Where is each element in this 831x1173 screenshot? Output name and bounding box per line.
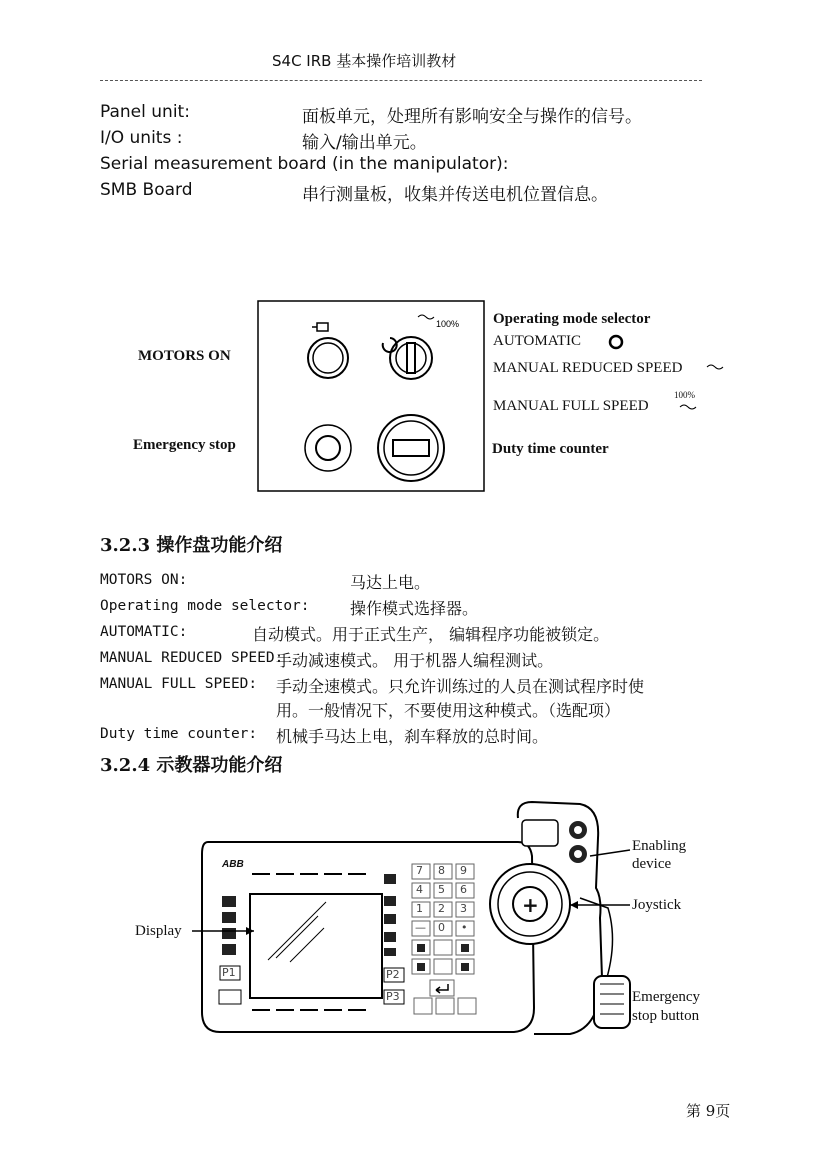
key-p2: P2 xyxy=(386,968,400,981)
key-1: 1 xyxy=(416,902,423,915)
label-manual-reduced: MANUAL REDUCED SPEED xyxy=(493,360,683,376)
row-desc-mode-selector: 操作模式选择器。 xyxy=(350,599,479,618)
enabling-area xyxy=(522,820,558,846)
key-2: 2 xyxy=(438,902,445,915)
full-speed-icon xyxy=(680,405,696,409)
panel-frame xyxy=(258,301,484,491)
enabling-arrow xyxy=(590,850,630,856)
key-minus: — xyxy=(415,921,426,934)
pendant-emergency-stop xyxy=(594,976,630,1028)
row-desc-manual-full-cont: 用。一般情况下，不要使用这种模式。（选配项） xyxy=(276,701,621,720)
page-number: 第 9页 xyxy=(686,1102,731,1120)
reduced-speed-icon xyxy=(707,365,723,369)
pendant-logo: ABB xyxy=(222,859,244,870)
automatic-icon xyxy=(610,336,622,348)
key-6: 6 xyxy=(460,883,467,896)
joystick-plus-icon: + xyxy=(522,893,539,917)
header-divider xyxy=(100,80,702,81)
section-heading-324: 3.2.4 示教器功能介绍 xyxy=(100,755,283,776)
label-display: Display xyxy=(135,923,182,939)
mode-selector-switch xyxy=(383,315,459,379)
row-term-mode-selector: Operating mode selector: xyxy=(100,598,310,614)
unit-term-panel: Panel unit: xyxy=(100,102,190,122)
key-3: 3 xyxy=(460,902,467,915)
unit-desc-smb: 串行测量板，收集并传送电机位置信息。 xyxy=(302,185,608,205)
key-4: 4 xyxy=(416,883,423,896)
panel-figure xyxy=(100,295,760,495)
label-mode-selector: Operating mode selector xyxy=(493,311,651,327)
key-p1: P1 xyxy=(222,966,236,979)
label-device: device xyxy=(632,856,672,872)
duty-counter-dial xyxy=(378,415,444,481)
label-duty-counter: Duty time counter xyxy=(492,441,609,457)
label-emergency-stop: Emergency stop xyxy=(133,437,236,453)
row-desc-manual-reduced: 手动减速模式。 用于机器人编程测试。 xyxy=(276,651,554,670)
key-8: 8 xyxy=(438,864,445,877)
key-7: 7 xyxy=(416,864,423,877)
row-desc-manual-full: 手动全速模式。只允许训练过的人员在测试程序时使 xyxy=(276,677,645,696)
page-header-title: S4C IRB 基本操作培训教材 xyxy=(272,52,457,70)
display-screen xyxy=(250,894,382,998)
label-emergency: Emergency xyxy=(632,989,701,1005)
row-term-manual-reduced: MANUAL REDUCED SPEED: xyxy=(100,650,284,666)
motors-on-button xyxy=(308,323,348,378)
section-heading-323: 3.2.3 操作盘功能介绍 xyxy=(100,535,283,556)
row-desc-motors-on: 马达上电。 xyxy=(350,573,431,592)
left-bracket-key xyxy=(219,990,241,1004)
key-dot: • xyxy=(461,921,468,934)
row-term-manual-full: MANUAL FULL SPEED: xyxy=(100,676,258,692)
label-joystick: Joystick xyxy=(632,897,682,913)
emergency-stop-button xyxy=(305,425,351,471)
label-enabling: Enabling xyxy=(632,838,687,854)
svg-text:100%: 100% xyxy=(436,319,460,329)
label-automatic: AUTOMATIC xyxy=(493,333,582,349)
row-term-duty-counter: Duty time counter: xyxy=(100,726,258,742)
label-full-speed-percent: 100% xyxy=(674,390,695,400)
key-0: 0 xyxy=(438,921,445,934)
unit-term-io: I/O units : xyxy=(100,128,183,148)
key-p3: P3 xyxy=(386,990,400,1003)
row-desc-duty-counter: 机械手马达上电，刹车释放的总时间。 xyxy=(276,727,549,746)
key-5: 5 xyxy=(438,883,445,896)
row-term-automatic: AUTOMATIC: xyxy=(100,624,188,640)
label-motors-on: MOTORS ON xyxy=(138,348,231,364)
label-manual-full: MANUAL FULL SPEED xyxy=(493,398,649,414)
row-desc-automatic: 自动模式。用于正式生产， 编辑程序功能被锁定。 xyxy=(252,625,610,644)
label-stop-button: stop button xyxy=(632,1008,700,1024)
unit-term-serial: Serial measurement board (in the manipulator): xyxy=(100,154,509,174)
unit-desc-panel: 面板单元，处理所有影响安全与操作的信号。 xyxy=(302,107,642,127)
row-term-motors-on: MOTORS ON: xyxy=(100,572,188,588)
key-9: 9 xyxy=(460,864,467,877)
unit-term-smb: SMB Board xyxy=(100,180,193,200)
unit-desc-io: 输入/输出单元。 xyxy=(302,133,427,153)
